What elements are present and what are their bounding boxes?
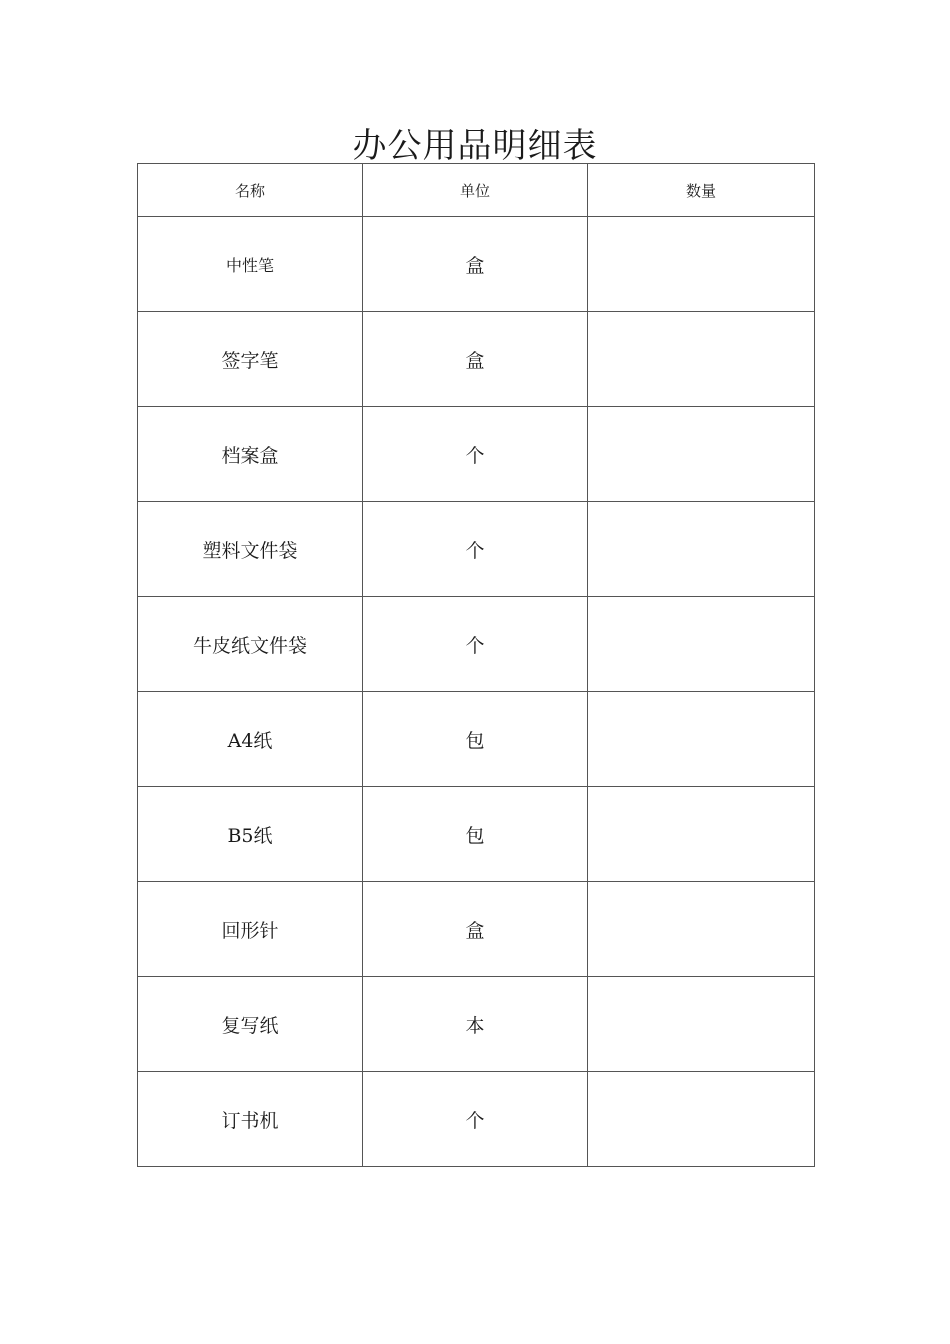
- column-header-unit: 单位: [363, 164, 588, 217]
- item-name-cell: 复写纸: [138, 977, 363, 1072]
- table-row: [138, 787, 815, 882]
- item-quantity-cell[interactable]: [588, 597, 815, 692]
- item-quantity-cell[interactable]: [588, 977, 815, 1072]
- office-supplies-table: [137, 163, 815, 1167]
- item-unit-cell: 包: [363, 787, 588, 882]
- document-title: 办公用品明细表: [352, 125, 598, 166]
- item-name-cell: B5纸: [138, 787, 363, 882]
- item-unit-cell: 个: [363, 1072, 588, 1167]
- item-quantity-cell[interactable]: [588, 787, 815, 882]
- item-quantity-cell[interactable]: [588, 502, 815, 597]
- table-header-row: [138, 164, 815, 217]
- item-quantity-cell[interactable]: [588, 882, 815, 977]
- table-row: [138, 977, 815, 1072]
- item-quantity-cell[interactable]: [588, 1072, 815, 1167]
- item-unit-cell: 个: [363, 407, 588, 502]
- item-unit-cell: 盒: [363, 217, 588, 312]
- column-header-quantity: 数量: [588, 164, 815, 217]
- column-header-name: 名称: [138, 164, 363, 217]
- item-unit-cell: 个: [363, 597, 588, 692]
- item-name-cell: A4纸: [138, 692, 363, 787]
- item-unit-cell: 本: [363, 977, 588, 1072]
- item-quantity-cell[interactable]: [588, 692, 815, 787]
- item-unit-cell: 盒: [363, 312, 588, 407]
- item-name-cell: 订书机: [138, 1072, 363, 1167]
- table-row: [138, 312, 815, 407]
- table-row: [138, 1072, 815, 1167]
- table-row: [138, 502, 815, 597]
- item-name-cell: 档案盒: [138, 407, 363, 502]
- item-name-cell: 回形针: [138, 882, 363, 977]
- item-name-cell: 牛皮纸文件袋: [138, 597, 363, 692]
- table-row: [138, 882, 815, 977]
- table-row: [138, 407, 815, 502]
- table-row: [138, 692, 815, 787]
- item-unit-cell: 包: [363, 692, 588, 787]
- item-name-cell: 签字笔: [138, 312, 363, 407]
- item-unit-cell: 个: [363, 502, 588, 597]
- item-unit-cell: 盒: [363, 882, 588, 977]
- item-quantity-cell[interactable]: [588, 312, 815, 407]
- table-row: [138, 217, 815, 312]
- item-name-cell: 中性笔: [138, 217, 363, 312]
- item-quantity-cell[interactable]: [588, 217, 815, 312]
- table-row: [138, 597, 815, 692]
- item-quantity-cell[interactable]: [588, 407, 815, 502]
- item-name-cell: 塑料文件袋: [138, 502, 363, 597]
